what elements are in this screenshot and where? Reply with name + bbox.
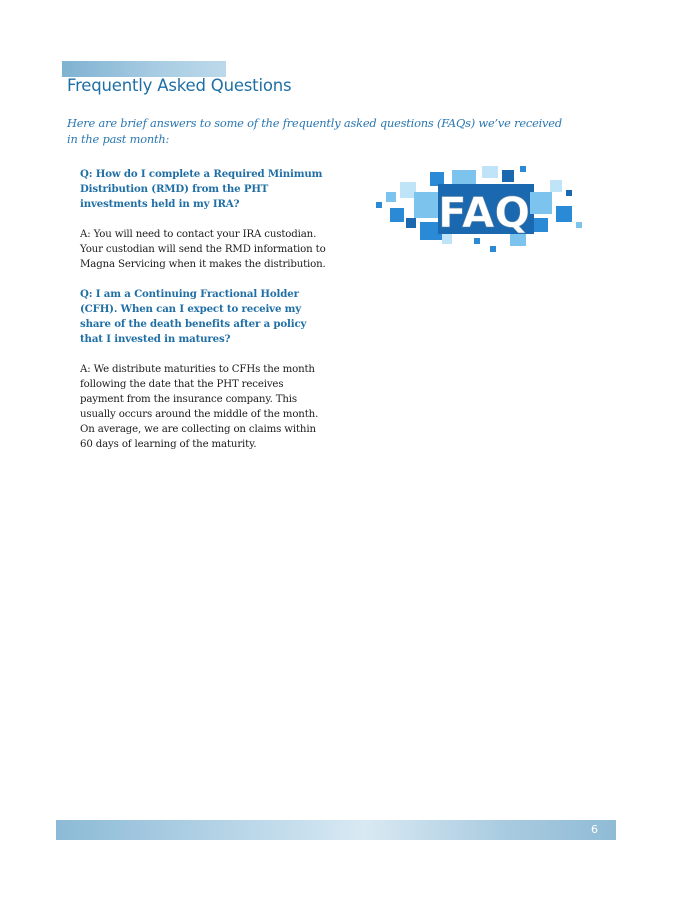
faq-question: Q: How do I complete a Required Minimum Distribution (RMD) from the PHT investments held in my IRA? <box>80 168 323 210</box>
intro-text: Here are brief answers to some of the frequently asked questions (FAQs) we’ve received in the past month: <box>67 116 562 146</box>
faq-answer: A: You will need to contact your IRA custodian. Your custodian will send the RMD information to Magna Servicing when it makes the distribution. <box>80 229 326 270</box>
page-title: Frequently Asked Questions <box>67 76 292 95</box>
faq-item <box>80 287 330 452</box>
title-accent-bar <box>62 61 226 77</box>
faq-item <box>80 167 330 272</box>
page-number: 6 <box>591 823 598 836</box>
faq-list <box>80 167 330 452</box>
faq-graphic <box>370 162 586 254</box>
faq-graphic-label: FAQ <box>437 188 531 237</box>
footer-bar <box>56 820 616 840</box>
faq-answer: A: We distribute maturities to CFHs the month following the date that the PHT receives payment from the insurance company. This usually occurs around the middle of the month. On average, we are collecting on claims within 60 days of learning of the maturity. <box>80 364 319 450</box>
faq-question: Q: I am a Continuing Fractional Holder (CFH). When can I expect to receive my share of the death benefits after a policy that I invested in matures? <box>80 288 307 345</box>
